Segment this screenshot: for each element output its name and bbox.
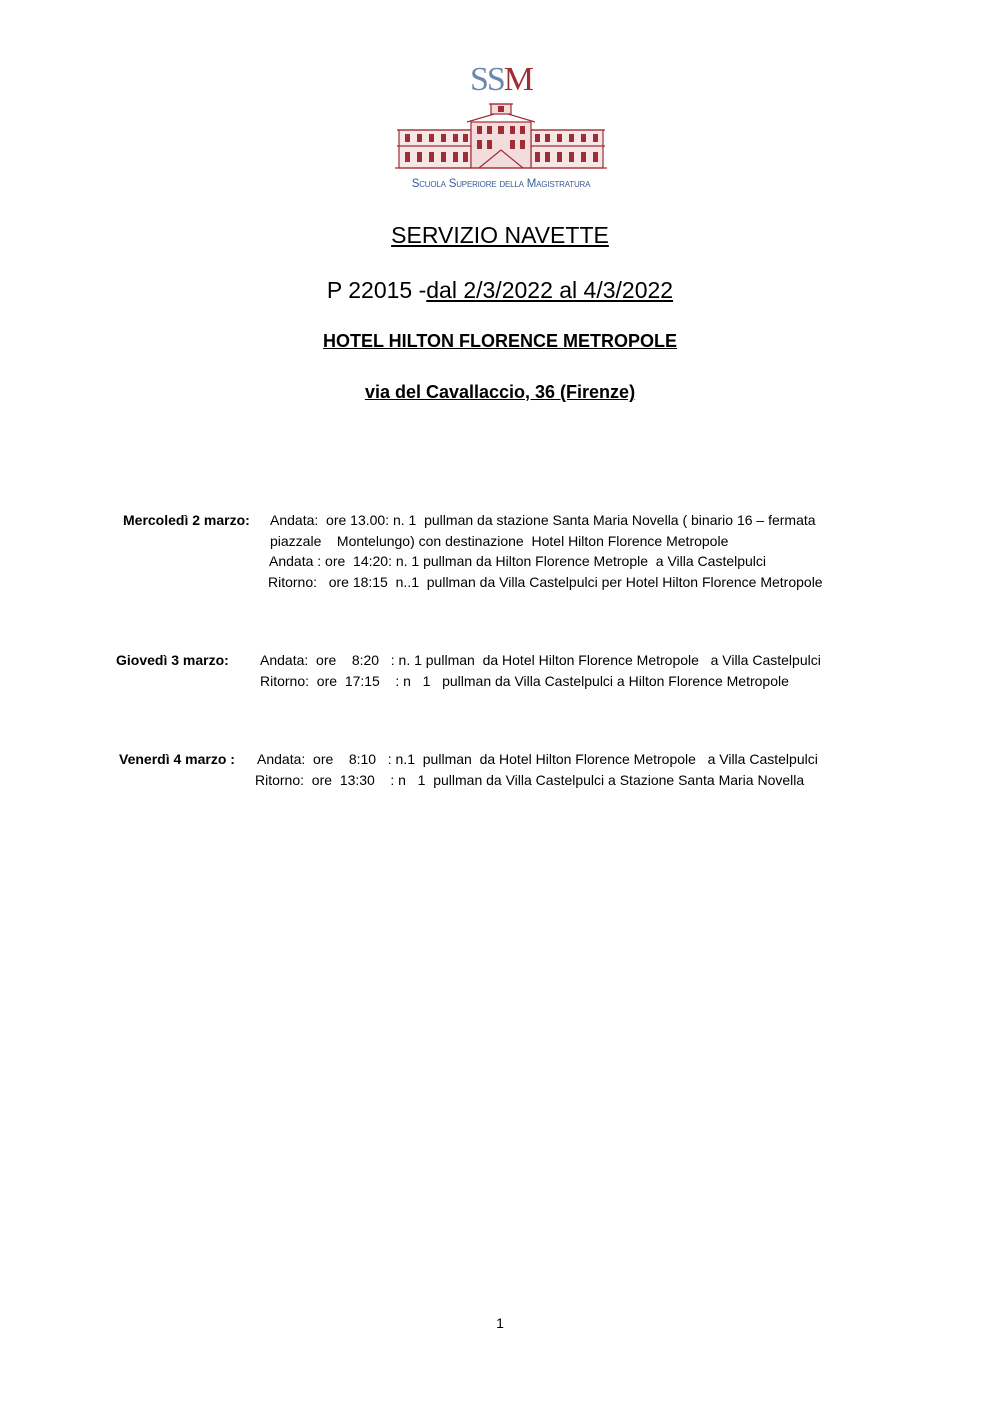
schedule-line: Andata: ore 8:10 : n.1 pullman da Hotel Hilton Florence Metropole a Villa Castelpulci	[257, 751, 818, 767]
page-number: 1	[496, 1315, 504, 1331]
hotel-name: HOTEL HILTON FLORENCE METROPOLE	[322, 331, 677, 351]
schedule-line: Ritorno: ore 18:15 n..1 pullman da Villa Castelpulci per Hotel Hilton Florence Metropole	[268, 574, 823, 590]
schedule-line: Ritorno: ore 13:30 : n 1 pullman da Villa Castelpulci a Stazione Santa Maria Novella	[255, 772, 805, 788]
logo-caption: Scuola Superiore della Magistratura	[411, 178, 591, 190]
event-code: P 22015 -	[326, 277, 427, 303]
event-dates: dal 2/3/2022 al 4/3/2022	[426, 277, 674, 303]
schedule-line: Andata: ore 13.00: n. 1 pullman da stazione Santa Maria Novella ( binario 16 – fermata	[270, 512, 816, 528]
hotel-address: via del Cavallaccio, 36 (Firenze)	[364, 382, 636, 402]
event-code-and-dates	[0, 277, 1000, 304]
schedule-day-friday: Venerdì 4 marzo :	[119, 751, 235, 767]
page-title: SERVIZIO NAVETTE	[391, 222, 609, 248]
ssm-logo	[395, 58, 607, 198]
logo-wordmark: SSM	[469, 61, 533, 98]
schedule-day-wednesday: Mercoledì 2 marzo:	[123, 512, 250, 528]
villa-building-icon	[395, 102, 607, 176]
schedule-line: Ritorno: ore 17:15 : n 1 pullman da Villa Castelpulci a Hilton Florence Metropole	[260, 673, 789, 689]
schedule-line: Andata : ore 14:20: n. 1 pullman da Hilton Florence Metrople a Villa Castelpulci	[269, 553, 767, 569]
schedule-line: piazzale Montelungo) con destinazione Hotel Hilton Florence Metropole	[270, 533, 729, 549]
schedule-line: Andata: ore 8:20 : n. 1 pullman da Hotel Hilton Florence Metropole a Villa Castelpulci	[260, 652, 821, 668]
schedule-day-thursday: Giovedì 3 marzo:	[116, 652, 229, 668]
